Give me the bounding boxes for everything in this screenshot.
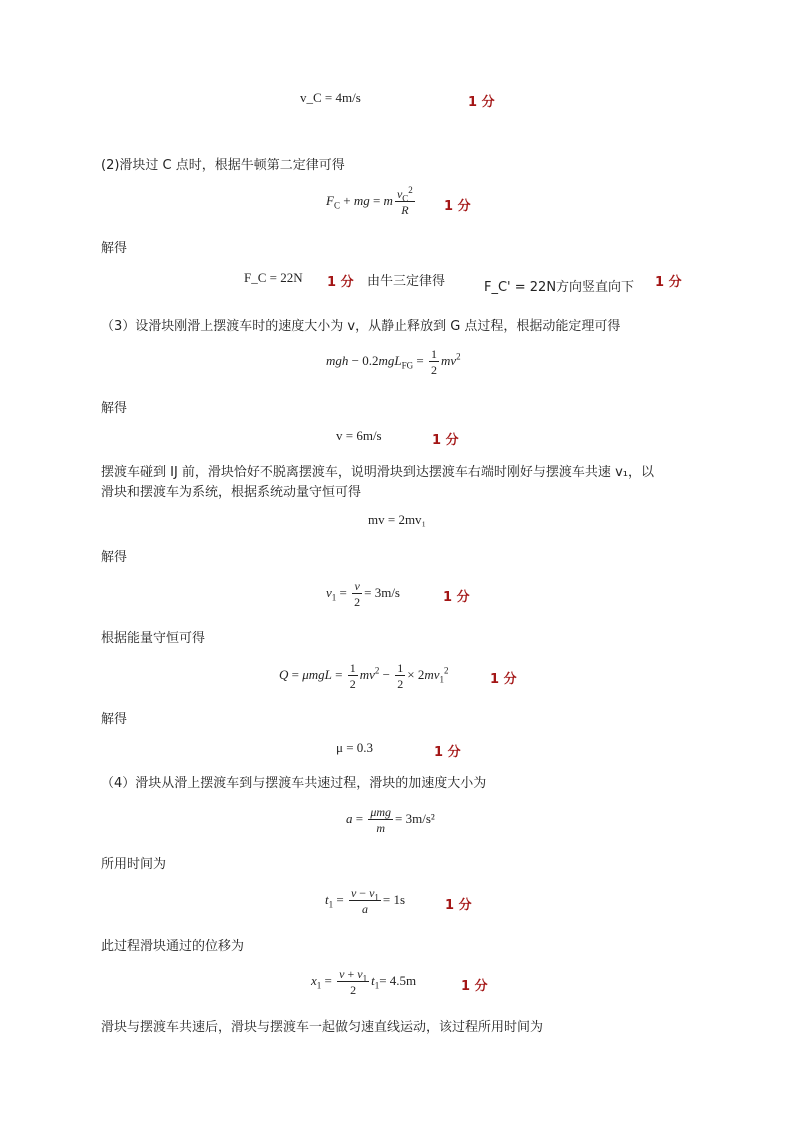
equation-acceleration: a = $\frac{\text{μmg}}{m}$ = 3m/s²	[346, 805, 435, 835]
score-mark: 1 分	[490, 672, 517, 687]
solve-label: 解得	[101, 241, 128, 256]
equation-v1: $v_1$ = $\frac{v}{2}$ = 3m/s	[326, 579, 400, 609]
score-mark: 1 分	[434, 745, 461, 760]
equation-x1: $x_1$ = $\frac{v + v_1}{2}$ $t_1= 4.5m$	[311, 967, 417, 997]
newton-third-law-label: 由牛三定律得	[367, 274, 446, 289]
equation-energy-conservation: Q = μmgL = $\frac{1}{2}$ $mv^2$ − $\frac{1}{2}$ × $2mv_1^2$	[279, 661, 449, 691]
displacement-intro: 此过程滑块通过的位移为	[101, 939, 245, 954]
score-mark: 1 分	[443, 590, 470, 605]
equation-momentum: mv = 2mv₁	[368, 512, 427, 527]
equation-mu: μ = 0.3	[336, 740, 374, 755]
equation-fc: F_C = 22N	[244, 270, 303, 285]
score-mark: 1 分	[327, 275, 354, 290]
equation-vc: v_C = 4m/s	[300, 90, 361, 105]
equation-energy-theorem: mgh − 0.2mgL$_{FG}$ = $\frac{1}{2}$ $mv^2$	[326, 347, 461, 377]
equation-t1: $t_1$ = $\frac{v - v_1}{a}$ = 1s	[325, 886, 406, 916]
last-line: 滑块与摆渡车共速后，滑块与摆渡车一起做匀速直线运动，该过程所用时间为	[101, 1020, 544, 1035]
equation-newton2: $F_C$ + mg = m $\frac{v_C^2}{R}$	[326, 185, 413, 217]
score-mark: 1 分	[461, 979, 488, 994]
score-mark: 1 分	[444, 199, 471, 214]
paragraph-line: 摆渡车碰到 IJ 前，滑块恰好不脱离摆渡车，说明滑块到达摆渡车右端时刚好与摆渡车共速 v₁，以	[101, 465, 654, 480]
solve-label: 解得	[101, 550, 128, 565]
energy-conservation-intro: 根据能量守恒可得	[101, 631, 206, 646]
score-mark: 1 分	[445, 898, 472, 913]
solve-label: 解得	[101, 712, 128, 727]
score-mark: 1 分	[468, 95, 495, 110]
part2-intro: (2)滑块过 C 点时，根据牛顿第二定律可得	[101, 158, 345, 173]
solve-label: 解得	[101, 401, 128, 416]
equation-fc-prime: F_C' = 22N方向竖直向下	[484, 280, 635, 295]
score-mark: 1 分	[432, 433, 459, 448]
time-intro: 所用时间为	[101, 857, 167, 872]
equation-v: v = 6m/s	[336, 428, 382, 443]
score-mark: 1 分	[655, 275, 682, 290]
part3-intro: （3）设滑块刚滑上摆渡车时的速度大小为 v，从静止释放到 G 点过程，根据动能定理可得	[101, 319, 621, 334]
paragraph-line: 滑块和摆渡车为系统，根据系统动量守恒可得	[101, 485, 362, 500]
part4-intro: （4）滑块从滑上摆渡车到与摆渡车共速过程，滑块的加速度大小为	[101, 776, 487, 791]
